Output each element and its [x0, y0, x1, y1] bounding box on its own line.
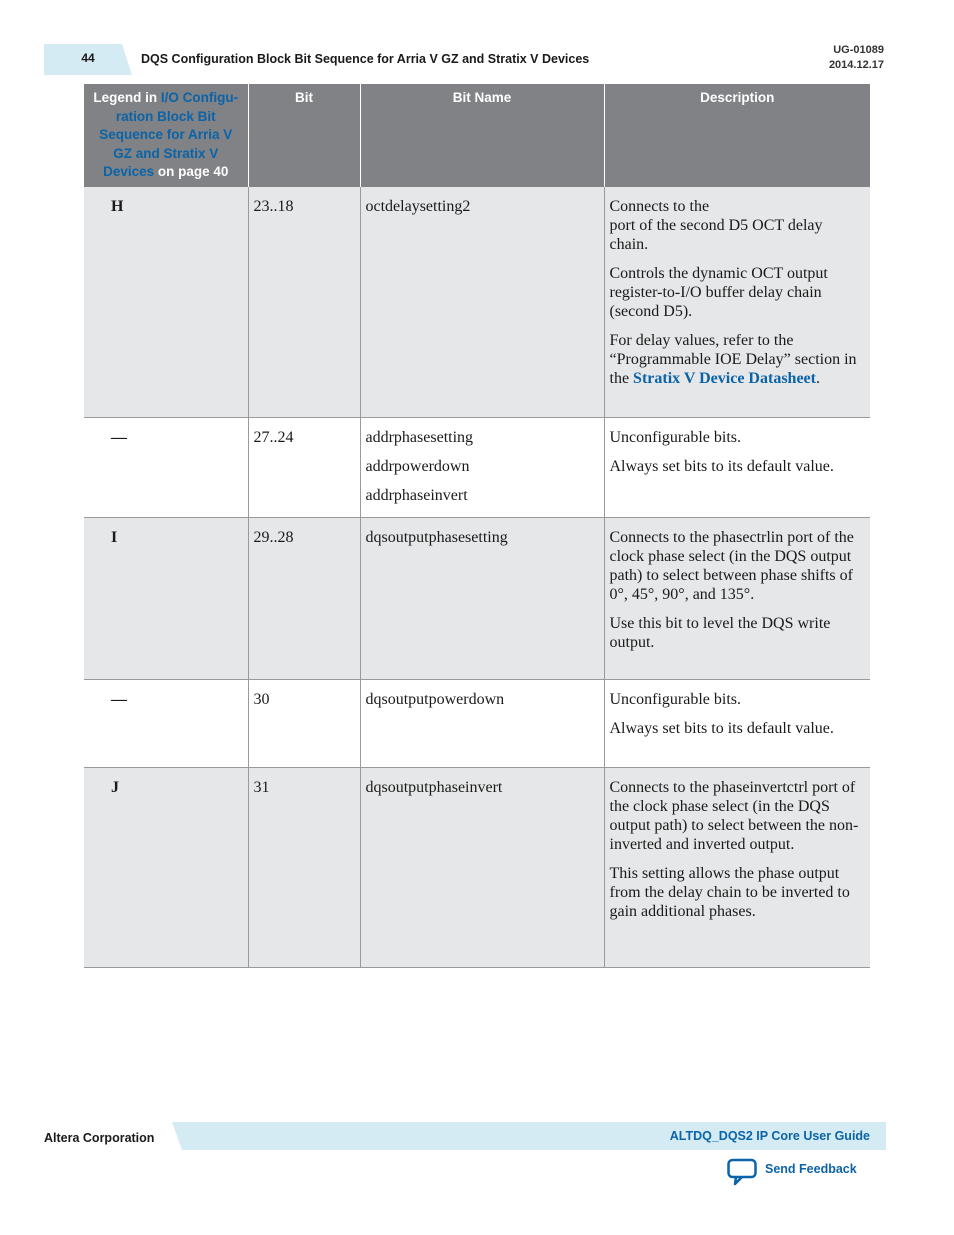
legend-cell: — — [84, 679, 248, 767]
description-cell — [604, 417, 870, 517]
legend-xref-link[interactable]: I/O Configu-ration Block Bit Sequence for Arria V GZ and Stratix V Devices — [99, 90, 239, 179]
description-text: Connects to the port of the second D5 OCT delay chain. — [609, 198, 823, 253]
bit-cell: 29..28 — [248, 517, 360, 679]
bit-name-cell — [360, 517, 604, 679]
doc-id-block — [829, 43, 884, 73]
description-text: Always set bits to its default value. — [609, 457, 834, 475]
description-cell — [604, 767, 870, 967]
table-header-row — [84, 84, 870, 187]
bit-name-cell — [360, 679, 604, 767]
table-row — [84, 417, 870, 517]
table-row — [84, 767, 870, 967]
bit-name: addrphaseinvert — [365, 486, 468, 504]
table-row — [84, 679, 870, 767]
doc-id: UG-01089 — [833, 44, 884, 56]
bit-cell: 30 — [248, 679, 360, 767]
section-title: DQS Configuration Block Bit Sequence for Arria V GZ and Stratix V Devices — [141, 52, 590, 66]
bit-name-cell — [360, 417, 604, 517]
send-feedback-label: Send Feedback — [765, 1162, 857, 1176]
bit-name: addrphasesetting — [365, 428, 474, 446]
bit-name: dqsoutputpowerdown — [365, 690, 505, 708]
bit-cell: 27..24 — [248, 417, 360, 517]
page-number-tab — [44, 44, 132, 75]
table-row — [84, 187, 870, 417]
description-cell — [604, 187, 870, 417]
stratix-datasheet-link[interactable]: Stratix V Device Datasheet — [633, 370, 816, 387]
bit-name: dqsoutputphaseinvert — [365, 778, 503, 796]
bit-name: octdelaysetting2 — [365, 198, 471, 215]
description-cell — [604, 517, 870, 679]
bit-sequence-table — [84, 84, 870, 968]
bit-name-cell — [360, 767, 604, 967]
column-header-bit: Bit — [248, 84, 360, 187]
description-text: Controls the dynamic OCT output register-to-I/O buffer delay chain (second D5). — [609, 265, 828, 320]
legend-header-suffix: on page 40 — [154, 164, 229, 179]
legend-header-prefix: Legend in — [93, 90, 161, 105]
send-feedback-link[interactable] — [727, 1158, 867, 1188]
column-header-legend — [84, 84, 248, 187]
legend-cell: H — [84, 187, 248, 417]
legend-cell: — — [84, 417, 248, 517]
description-suffix: . — [815, 370, 820, 387]
bit-cell: 23..18 — [248, 187, 360, 417]
column-header-bit-name: Bit Name — [360, 84, 604, 187]
doc-date: 2014.12.17 — [828, 59, 884, 71]
description-text: Unconfigurable bits. — [609, 428, 742, 446]
bit-name: dqsoutputphasesetting — [365, 528, 508, 546]
description-cell — [604, 679, 870, 767]
description-text: Connects to the phaseinvertctrl port of the clock phase select (in the DQS output path) to select between the non-inverted and inverted output. — [609, 778, 859, 853]
bit-name-cell — [360, 187, 604, 417]
bit-name: addrpowerdown — [365, 457, 470, 475]
description-text: Unconfigurable bits. — [609, 690, 742, 708]
company-name: Altera Corporation — [44, 1131, 155, 1145]
description-text: For delay values, refer to the “Programmable IOE Delay” section in the — [609, 332, 857, 387]
bit-cell: 31 — [248, 767, 360, 967]
page-number: 44 — [81, 51, 95, 65]
legend-cell: J — [84, 767, 248, 967]
description-text-with-link — [610, 331, 866, 388]
legend-cell: I — [84, 517, 248, 679]
description-text: Use this bit to level the DQS write output. — [609, 614, 831, 651]
guide-title: ALTDQ_DQS2 IP Core User Guide — [669, 1129, 870, 1143]
column-header-description: Description — [604, 84, 870, 187]
description-text: Always set bits to its default value. — [609, 719, 834, 737]
description-text: Connects to the phasectrlin port of the clock phase select (in the DQS output path) to select between phase shifts of 0°, 45°, 90°, and 135°. — [609, 528, 854, 603]
description-text: This setting allows the phase output from the delay chain to be inverted to gain additional phases. — [609, 864, 850, 920]
table-row — [84, 517, 870, 679]
feedback-speech-bubble-icon — [727, 1158, 757, 1186]
